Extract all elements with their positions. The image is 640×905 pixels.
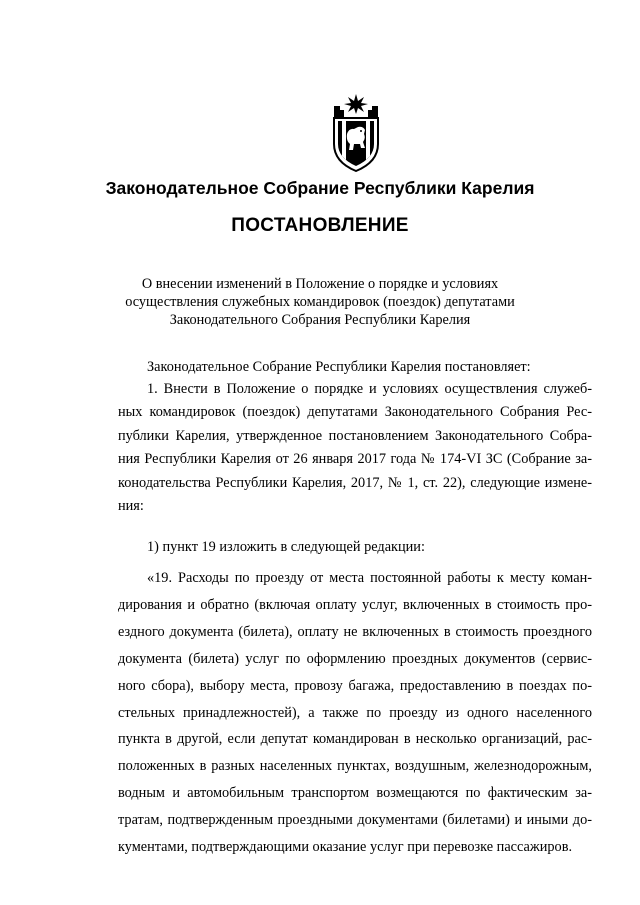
paragraph-line: 1. Внести в Положение о порядке и условиях осуществления служеб- bbox=[147, 381, 592, 397]
paragraph-line: пункта в другой, если депутат командирован в несколько организаций, рас- bbox=[118, 731, 592, 748]
paragraph-line: ных командировок (поездок) депутатами Законодательного Собрания Рес- bbox=[118, 404, 592, 421]
subject-line: Законодательного Собрания Республики Карелия bbox=[169, 312, 471, 328]
paragraph-line: стельных принадлежностей), а также по проезду из одного населенного bbox=[118, 704, 592, 721]
paragraph-line: 1) пункт 19 изложить в следующей редакции: bbox=[147, 539, 425, 555]
item-1-paragraph bbox=[118, 378, 592, 518]
subject-line: О внесении изменений в Положение о порядке и условиях bbox=[141, 276, 499, 292]
org-title: Законодательное Собрание Республики Карелия bbox=[105, 178, 535, 198]
paragraph-line: ния Республики Карелия от 26 января 2017 года № 174-VI ЗС (Собрание за- bbox=[118, 451, 592, 468]
paragraph-line: ездного документа (билета), оплату не включенных в стоимость проездного bbox=[118, 623, 592, 640]
quoted-paragraph bbox=[118, 565, 592, 861]
intro-paragraph bbox=[118, 359, 592, 376]
paragraph-line: дирования и обратно (включая оплату услуг, включенных в стоимость про- bbox=[118, 596, 592, 613]
paragraph-line: положенных в разных населенных пунктах, воздушным, железнодорожным, bbox=[118, 758, 592, 775]
paragraph-line: «19. Расходы по проезду от места постоянной работы к месту коман- bbox=[147, 570, 592, 586]
document-subject bbox=[100, 275, 540, 329]
paragraph-line: водным и автомобильным транспортом возмещаются по фактическим за- bbox=[118, 785, 592, 802]
subitem-1-paragraph bbox=[118, 539, 592, 556]
paragraph-line: конодательства Республики Карелия, 2017, № 1, ст. 22), следующие измене- bbox=[118, 474, 592, 491]
paragraph-line: ного сбора), выбору места, провозу багажа, предоставлению в поездах по- bbox=[118, 677, 592, 694]
subject-line: осуществления служебных командировок (поездок) депутатами bbox=[125, 294, 515, 310]
paragraph-line: тратам, подтвержденным проездными документами (билетами) и иными до- bbox=[118, 812, 592, 829]
paragraph-line: документа (билета) услуг по оформлению проездных документов (сервис- bbox=[118, 650, 592, 667]
intro-line: Законодательное Собрание Республики Карелия постановляет: bbox=[147, 359, 531, 375]
paragraph-line: кументами, подтверждающими оказание услуг при перевозке пассажиров. bbox=[118, 839, 573, 856]
document-type-title: ПОСТАНОВЛЕНИЕ bbox=[231, 215, 409, 236]
karelia-coat-of-arms-icon bbox=[330, 94, 382, 172]
paragraph-line: ния: bbox=[118, 498, 144, 515]
paragraph-line: публики Карелия, утвержденное постановлением Законодательного Собра- bbox=[118, 427, 592, 444]
